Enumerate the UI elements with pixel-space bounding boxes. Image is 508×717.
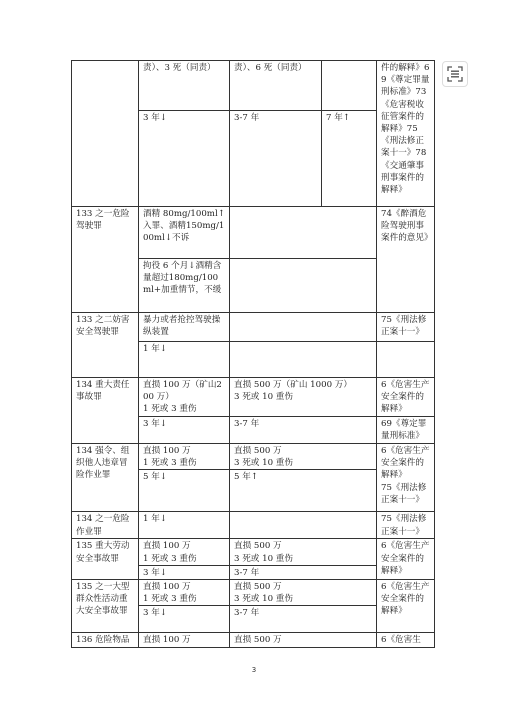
- table-cell: [230, 313, 377, 342]
- table-cell: 136 危险物品: [72, 633, 139, 647]
- cell-line: 1 死或 3 重伤: [143, 594, 197, 605]
- table-cell: 件的解释》69《尊定罪量刑标准》73《危害税收征管案件的解释》75《刑法修正案十一》78《交通肇事刑事案件的解释》: [377, 61, 435, 207]
- table-cell: [230, 378, 377, 417]
- table-cell: 75《刑法修正案十一》: [377, 512, 435, 539]
- table-cell: 3 年↓: [139, 111, 230, 207]
- table-cell: 5 年↑: [230, 470, 377, 512]
- table-cell: [377, 444, 435, 512]
- table-cell: [230, 539, 377, 565]
- table-cell: 133 之二妨害安全驾驶罪: [72, 313, 139, 378]
- legal-table: [71, 60, 435, 648]
- table-cell: 74《醉酒危险驾驶刑事案件的意见》: [377, 207, 435, 313]
- table-cell: 135 之一大型群众性活动重大安全事故罪: [72, 580, 139, 633]
- table-row: [72, 444, 435, 470]
- cell-line: 1 死或 3 重伤: [143, 458, 197, 469]
- cell-line: 直损 100 万: [143, 582, 191, 593]
- table-cell: [230, 342, 377, 378]
- cell-line: 直损 100 万（矿山200 万）: [143, 380, 222, 403]
- cell-line: 1 死或 3 重伤: [143, 404, 197, 415]
- table-cell: [322, 61, 377, 111]
- table-cell: 直损 100 万: [139, 633, 230, 647]
- table-cell: [139, 539, 230, 565]
- cell-line: 直损 500 万: [234, 541, 282, 552]
- table-cell: [377, 342, 435, 378]
- table-cell: 134 强令、组织他人违章冒险作业罪: [72, 444, 139, 512]
- table-cell: [139, 378, 230, 417]
- table-row: [72, 539, 435, 565]
- table-row: [72, 313, 435, 342]
- table-cell: 3 年↓: [139, 417, 230, 444]
- table-cell: [230, 259, 377, 313]
- table-cell: 拘役 6 个月↓酒精含量超过180mg/100ml+加重情节，不缓: [139, 259, 230, 313]
- cell-line: 直损 500 万: [234, 446, 282, 456]
- table-cell: [139, 580, 230, 606]
- table-cell: 7 年↑: [322, 111, 377, 207]
- cell-line: 直损 100 万: [143, 541, 191, 552]
- table-cell: 6《危害生产安全案件的解释》: [377, 580, 435, 633]
- table-cell: 134 之一危险作业罪: [72, 512, 139, 539]
- table-cell: 3-7 年: [230, 565, 377, 579]
- cell-line: 1 死或 3 重伤: [143, 553, 197, 564]
- table-cell: 6《危害生: [377, 633, 435, 647]
- table-cell: 3-7 年: [230, 111, 322, 207]
- cell-line: 直损 500 万（矿山 1000 万）: [234, 380, 352, 390]
- table-cell: 133 之一危险驾驶罪: [72, 207, 139, 313]
- scan-text-icon: [447, 66, 463, 82]
- table-cell: 酒精 80mg/100ml↑入罪、酒精150mg/100ml↓不诉: [139, 207, 230, 259]
- table-cell: 6《危害生产安全案件的解释》: [377, 539, 435, 580]
- scan-text-button[interactable]: [442, 61, 468, 87]
- cell-line: 3 死或 10 重伤: [234, 458, 293, 469]
- table-cell: [230, 207, 377, 259]
- legal-table-wrapper: [71, 60, 434, 648]
- cell-line: 75《刑法修正案十一》: [381, 482, 427, 505]
- table-cell: 3 年↓: [139, 565, 230, 579]
- table-row: [72, 207, 435, 259]
- cell-line: 3 死或 10 重伤: [234, 392, 293, 403]
- table-cell: 责）、6 死（同责）: [230, 61, 322, 111]
- table-cell: 75《刑法修正案十一》: [377, 313, 435, 342]
- table-cell: 3-7 年: [230, 417, 377, 444]
- table-row: [72, 512, 435, 539]
- table-cell: 5 年↓: [139, 470, 230, 512]
- table-cell: 1 年↓: [139, 512, 230, 539]
- cell-line: 直损 100 万: [143, 446, 191, 456]
- table-cell: 69《尊定罪量刑标准》: [377, 417, 435, 444]
- table-cell: 3 年↓: [139, 606, 230, 633]
- table-row: [72, 580, 435, 606]
- table-row: [72, 633, 435, 647]
- table-cell: 直损 500 万: [230, 633, 377, 647]
- table-cell: [230, 444, 377, 470]
- table-cell: [230, 512, 377, 539]
- table-cell: 135 重大劳动安全事故罪: [72, 539, 139, 580]
- cell-line: 6《危害生产安全案件的解释》: [381, 446, 430, 481]
- table-cell: [230, 580, 377, 606]
- cell-line: 直损 500 万: [234, 582, 282, 593]
- table-cell: [139, 444, 230, 470]
- table-cell: 3-7 年: [230, 606, 377, 633]
- cell-line: 3 死或 10 重伤: [234, 553, 293, 564]
- table-cell: [72, 61, 139, 207]
- table-row: [72, 61, 435, 111]
- table-cell: 134 重大责任事故罪: [72, 378, 139, 444]
- cell-line: 3 死或 10 重伤: [234, 594, 293, 605]
- table-cell: 责）、3 死（同责）: [139, 61, 230, 111]
- table-cell: 暴力或者抢控驾驶操纵装置: [139, 313, 230, 342]
- page-number: 3: [251, 666, 257, 674]
- table-cell: 6《危害生产安全案件的解释》: [377, 378, 435, 417]
- table-row: [72, 378, 435, 417]
- table-cell: 1 年↓: [139, 342, 230, 378]
